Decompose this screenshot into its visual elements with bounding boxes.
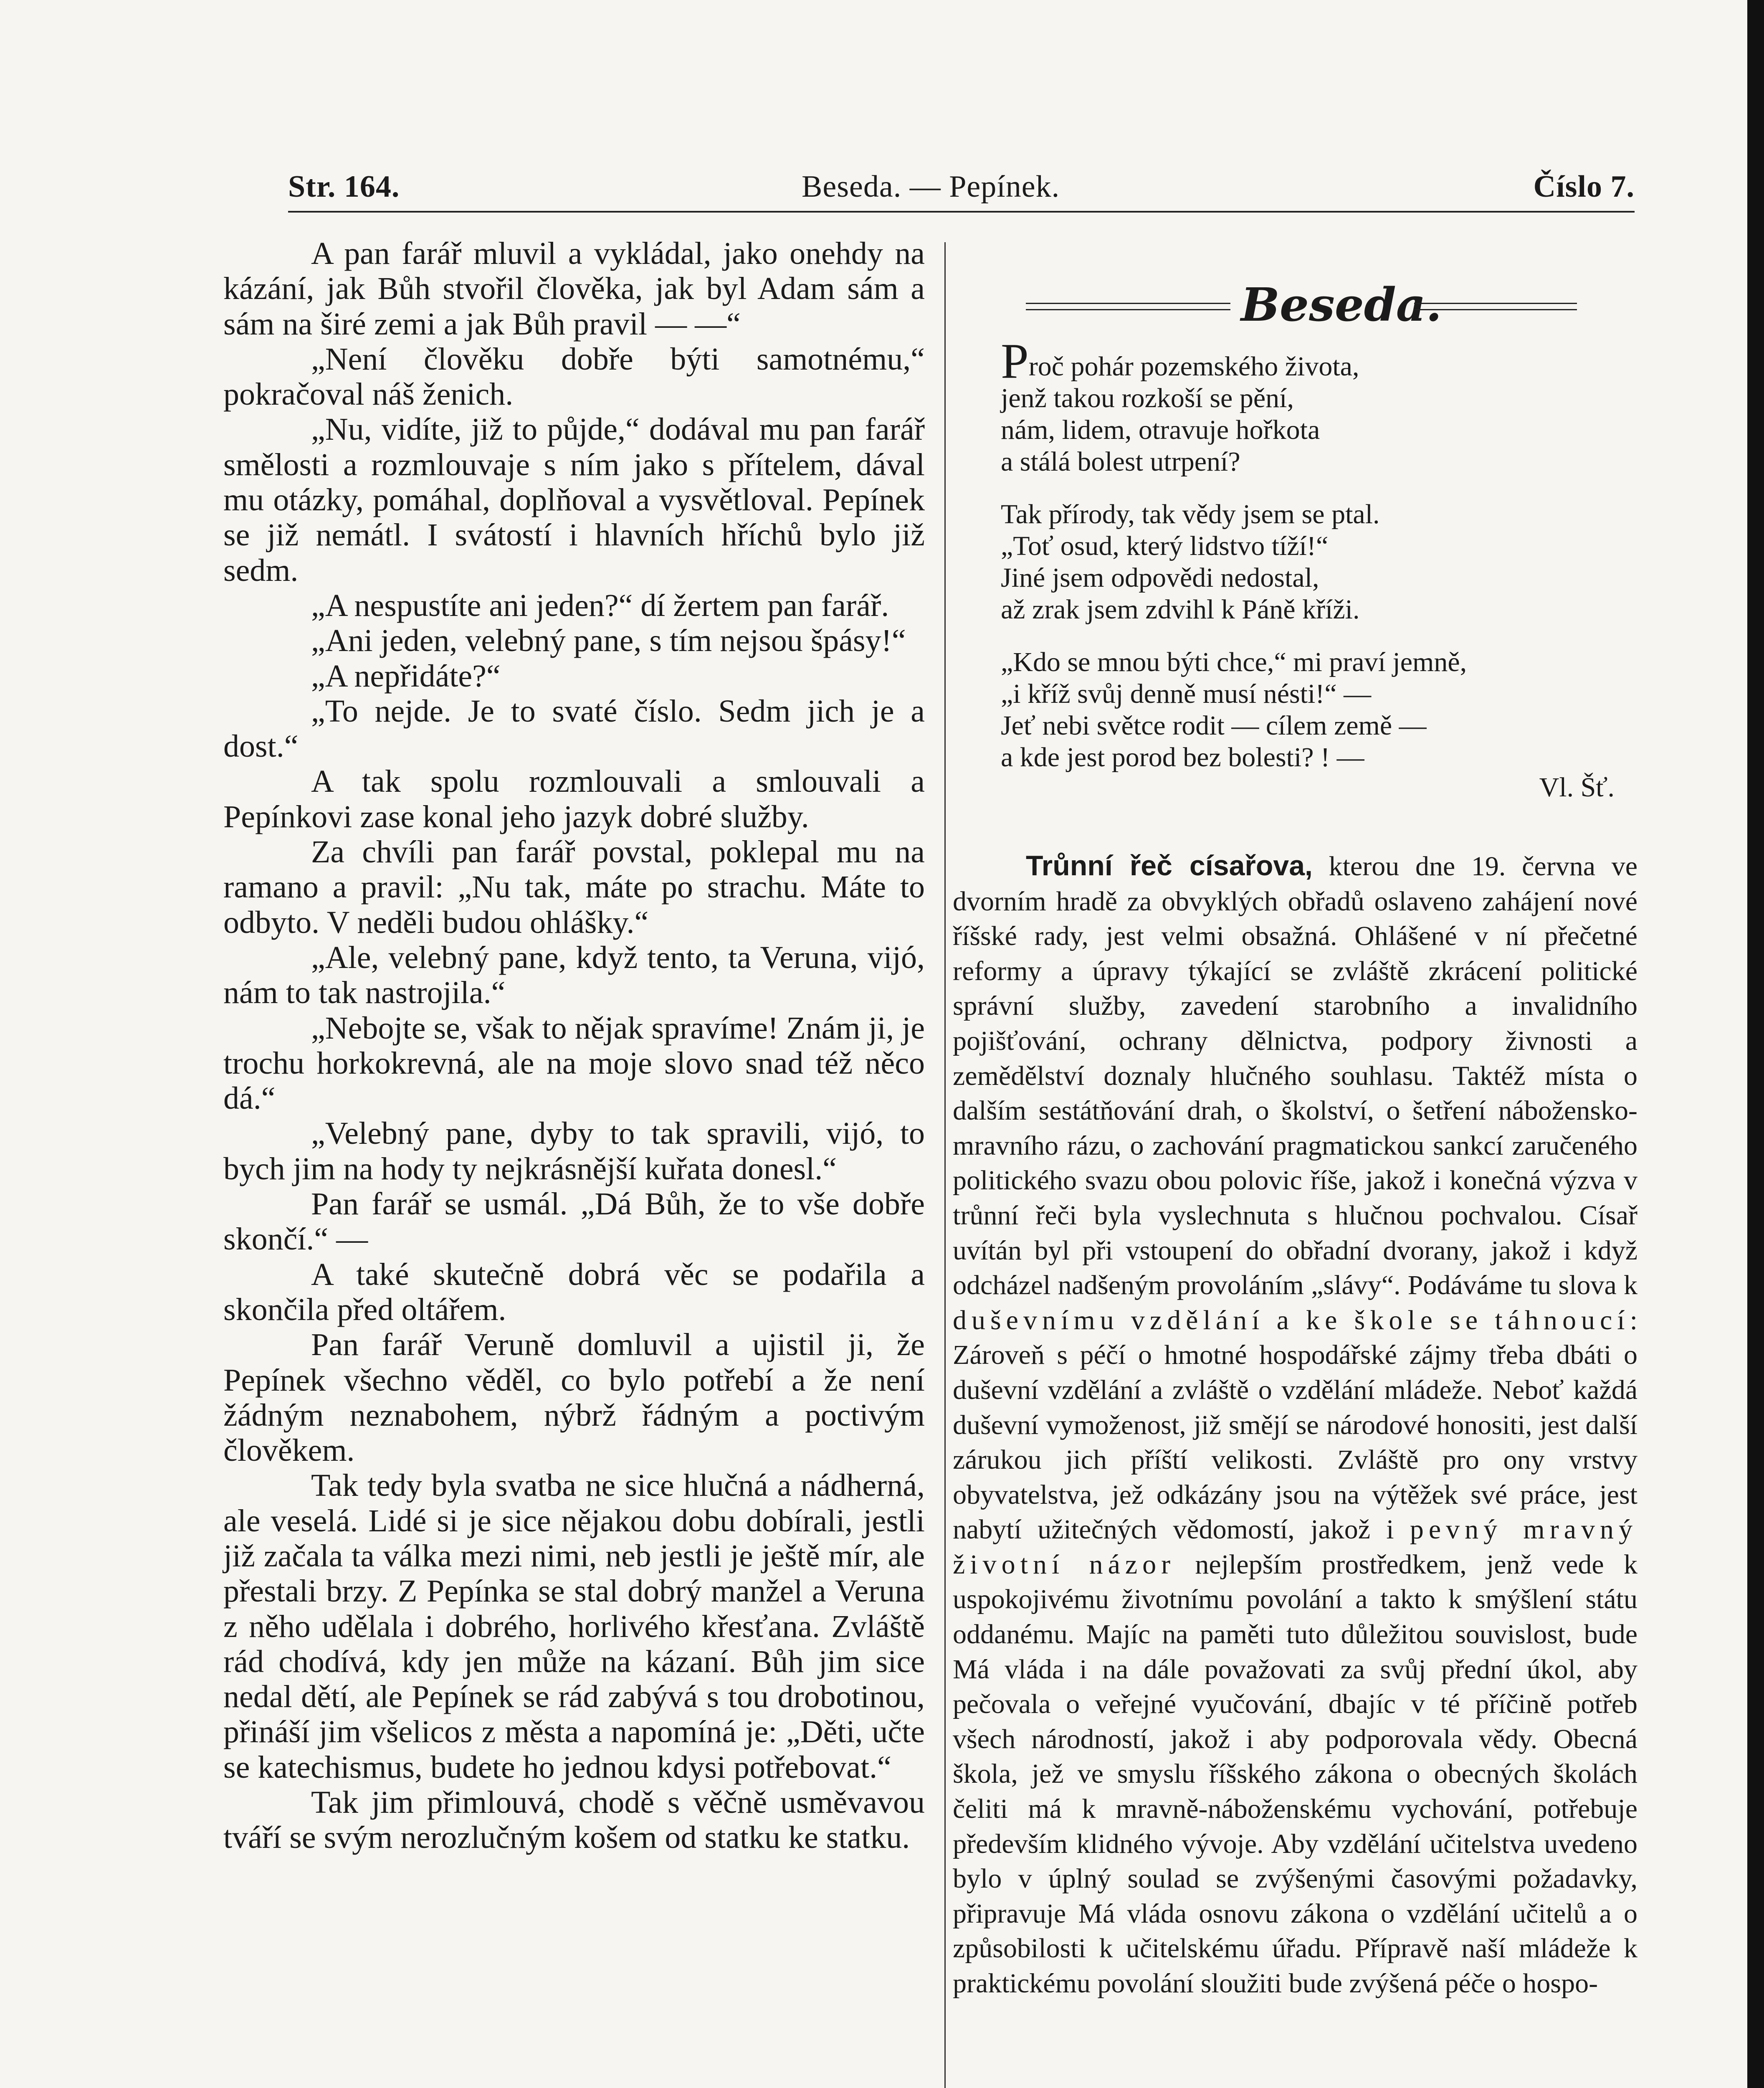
- column-divider: [944, 242, 946, 2088]
- paragraph: „To nejde. Je to svaté číslo. Sedm jich je a dost.“: [223, 693, 925, 764]
- poem: [1001, 333, 1627, 803]
- poem-line: „Kdo se mnou býti chce,“ mi praví jemně,: [1001, 647, 1467, 677]
- paragraph: A také skutečně dobrá věc se podařila a skončila před oltářem.: [223, 1257, 925, 1327]
- article-text: kterou dne 19. června ve dvorním hradě za obvyklých obřadů oslaveno zahájení nové říšské rady, jest velmi obsažná. Ohlášené v ní přečetné reformy a úpravy týkající se zvláště zkrácení politické správní služby, zavedení starobního a invalidního pojišťování, ochrany dělnictva, podpory živnosti a zemědělství doznaly hlučného souhlasu. Taktéž místa o dalším sestátňování drah, o školství, o šetření nábožensko-mravního rázu, o zachování pragmatickou sankcí zaručeného politického svazu obou polovic říše, jakož i konečná výzva v trůnní řeči byla vyslechnuta s hlučnou pochvalou. Císař uvítán byl při vstoupení do obřadní dvorany, jakož i když odcházel nadšeným provoláním „slávy“. Podáváme tu slova k: [953, 851, 1637, 1301]
- page-header: [288, 165, 1635, 213]
- issue-number: Číslo 7.: [1533, 170, 1635, 204]
- article-emphasis: duševnímu vzdělání a ke škole se táhnoucí: [953, 1305, 1630, 1335]
- poem-line: Jeť nebi světce rodit — cílem země —: [1001, 710, 1427, 741]
- paragraph: „Velebný pane, dyby to tak spravili, vijó, to bych jim na hody ty nejkrásnější kuřata donesl.“: [223, 1116, 925, 1186]
- poem-line: až zrak jsem zdvihl k Páně kříži.: [1001, 594, 1360, 625]
- poem-line: Tak přírody, tak vědy jsem se ptal.: [1001, 499, 1380, 530]
- news-article: [953, 849, 1637, 2001]
- running-title: Beseda. — Pepínek.: [802, 170, 1060, 204]
- article-emphasis: pevný mravný životní názor: [953, 1514, 1637, 1580]
- paragraph: Tak tedy byla svatba ne sice hlučná a nádherná, ale veselá. Lidé si je sice nějakou dobu dobírali, jestli již začala ta válka mezi nimi, neb jestli je ještě mír, ale přestali brzy. Z Pepínka se stal dobrý manžel a Veruna z něho udělala i dobrého, horlivého křesťana. Zvláště rád chodívá, kdy jen může na kázaní. Bůh jim sice nedal dětí, ale Pepínek se rád zabývá s tou drobotinou, přináší jim všelicos z města a napomíná je: „Děti, učte se katechismus, budete ho jednou kdysi potřebovat.“: [223, 1468, 925, 1785]
- paragraph: A tak spolu rozmlouvali a smlouvali a Pepínkovi zase konal jeho jazyk dobré služby.: [223, 764, 925, 834]
- scan-edge: [1747, 0, 1764, 2088]
- right-column: [953, 269, 1637, 803]
- heading-rule-left: [1026, 303, 1230, 310]
- article-text: : Zároveň s péčí o hmotné hospodářské zájmy třeba dbáti o duševní vzdělání a zvláště o vzdělání mládeže. Neboť každá duševní vymoženost, již smějí se národové honositi, jest další zárukou jich příští velikosti. Zvláště pro ony vrstvy obyvatelstva, jež odkázány jsou na výtěžek své práce, jest nabytí užitečných vědomostí, jakož i: [953, 1305, 1637, 1545]
- poem-stanza: [1001, 499, 1627, 626]
- paragraph: „Nu, vidíte, již to půjde,“ dodával mu pan farář smělosti a rozmlouvaje s ním jako s přítelem, dával mu otázky, pomáhal, doplňoval a vysvětloval. Pepínek se již nemátl. I svátostí i hlavních hříchů bylo již sedm.: [223, 412, 925, 588]
- paragraph: „Ani jeden, velebný pane, s tím nejsou špásy!“: [311, 623, 906, 659]
- poem-stanza: [1001, 333, 1627, 478]
- drop-cap: P: [1001, 333, 1029, 389]
- paragraph: Pan farář Veruně domluvil a ujistil ji, že Pepínek všechno věděl, co bylo potřebí a že není žádným neznabohem, nýbrž řádným a poctivým člověkem.: [223, 1327, 925, 1468]
- poem-line: „Toť osud, který lidstvo tíží!“: [1001, 531, 1329, 561]
- heading-rule-right: [1414, 303, 1577, 310]
- poem-signature: Vl. Šť.: [1539, 772, 1615, 803]
- paragraph: „Nebojte se, však to nějak spravíme! Znám ji, je trochu horkokrevná, ale na moje slovo snad též něco dá.“: [223, 1010, 925, 1116]
- paragraph: Tak jim přimlouvá, chodě s věčně usměvavou tváří se svým nerozlučným košem od statku ke statku.: [223, 1785, 925, 1855]
- article-paragraph: [953, 849, 1637, 2001]
- paragraph: „Ale, velebný pane, když tento, ta Veruna, vijó, nám to tak nastrojila.“: [223, 940, 925, 1011]
- section-heading: [953, 269, 1637, 332]
- paragraph: A pan farář mluvil a vykládal, jako onehdy na kázání, jak Bůh stvořil člověka, jak byl Adam sám a sám na širé zemi a jak Bůh pravil — —“: [223, 236, 925, 342]
- paragraph: „A nepřidáte?“: [311, 658, 501, 694]
- poem-line: Proč pohár pozemského života,: [1001, 333, 1359, 389]
- poem-line: a kde jest porod bez bolesti? ! —: [1001, 742, 1364, 773]
- article-text: nejlepším prostředkem, jenž vede k uspokojivému životnímu povolání a takto k smýšlení státu oddanému. Majíc na paměti tuto důležitou souvislost, bude Má vláda i na dále považovati za svůj přední úkol, aby pečovala o veřejné vyučování, dbajíc v té příčině potřeb všech národností, jakož i aby podporovala vědy. Obecná škola, jež ve smyslu říšského zákona o obecných školách čeliti má k mravně-náboženskému vychování, potřebuje především klidného vývoje. Aby vzdělání učitelstva uvedeno bylo v úplný soulad se zvýšenými časovými požadavky, připravuje Má vláda osnovu zákona o vzdělání učitelů a o způsobilosti k učitelskému úřadu. Přípravě naší mládeže k praktickému povolání sloužiti bude zvýšená péče o hospo-: [953, 1549, 1637, 1999]
- poem-line: nám, lidem, otravuje hořkota: [1001, 415, 1320, 445]
- paragraph: Pan farář se usmál. „Dá Bůh, že to vše dobře skončí.“ —: [223, 1186, 925, 1257]
- paragraph: „A nespustíte ani jeden?“ dí žertem pan farář.: [311, 588, 889, 623]
- paragraph: Za chvíli pan farář povstal, poklepal mu na ramano a pravil: „Nu tak, máte po strachu. Máte to odbyto. V neděli budou ohlášky.“: [223, 834, 925, 940]
- paragraph: „Není člověku dobře býti samotnému,“ pokračoval náš ženich.: [223, 341, 925, 412]
- poem-line: a stálá bolest utrpení?: [1001, 446, 1240, 477]
- page-number: Str. 164.: [288, 170, 400, 204]
- article-lead: Trůnní řeč císařova,: [1026, 850, 1313, 882]
- poem-stanza: [1001, 646, 1627, 773]
- left-column-story: [223, 236, 925, 1855]
- poem-line: Jiné jsem odpovědi nedostal,: [1001, 563, 1319, 593]
- poem-line: jenž takou rozkoší se pění,: [1001, 383, 1294, 413]
- poem-line: „i kříž svůj denně musí nésti!“ —: [1001, 679, 1372, 709]
- section-title: Beseda.: [1241, 278, 1442, 332]
